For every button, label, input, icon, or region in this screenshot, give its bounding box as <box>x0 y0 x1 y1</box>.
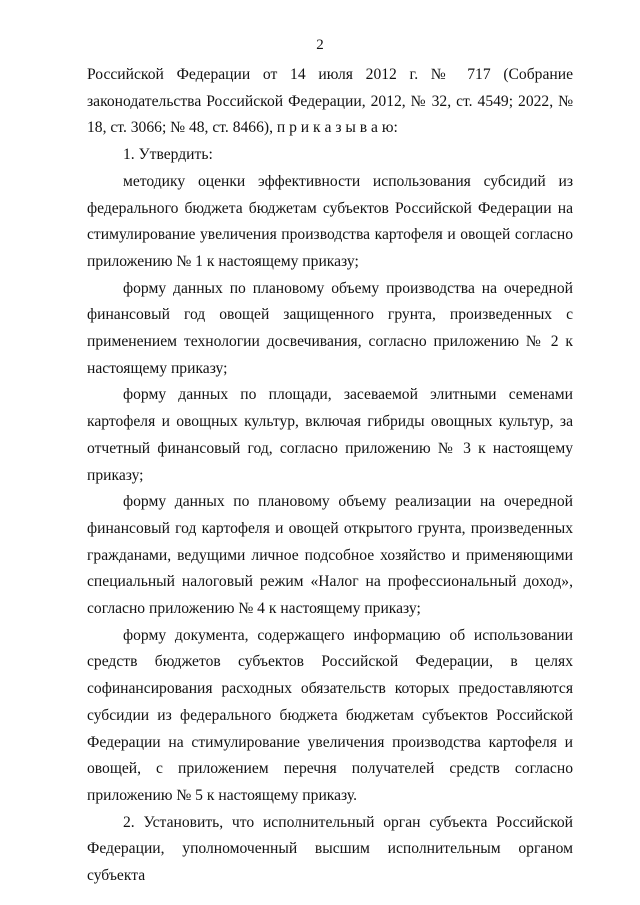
paragraph-form-appendix-4: форму данных по плановому объему реализации на очередной финансовый год картофеля и овощей открытого грунта, произведенных гражданами, ведущими личное подсобное хозяйство и применяющими специальный налоговый режим «Налог на профессиональный доход», согласно приложению № 4 к настоящему приказу; <box>87 493 573 618</box>
paragraph-item-1-heading: 1. Утвердить: <box>123 146 213 164</box>
paragraph-form-appendix-2: форму данных по плановому объему производства на очередной финансовый год овощей защищенного грунта, произведенных с применением технологии досвечивания, согласно приложению № 2 к настоящему приказу; <box>87 279 573 377</box>
paragraph-form-appendix-5: форму документа, содержащего информацию об использовании средств бюджетов субъектов Российской Федерации, в целях софинансирования расходных обязательств которых предоставляются субсидии из федерального бюджета бюджетам субъектов Российской Федерации на стимулирование увеличения производства картофеля и овощей, с приложением перечня получателей средств согласно приложению № 5 к настоящему приказу. <box>87 626 573 804</box>
document-body <box>87 62 573 890</box>
paragraph-legal-reference: Российской Федерации от 14 июля 2012 г. № 717 (Собрание законодательства Российской Федерации, 2012, № 32, ст. 4549; 2022, № 18, ст. 3066; № 48, ст. 8466), п р и к а з ы в а ю: <box>87 66 573 137</box>
paragraph-item-2: 2. Установить, что исполнительный орган субъекта Российской Федерации, уполномоченный высшим исполнительным органом субъекта <box>87 813 573 885</box>
paragraph-methodology: методику оценки эффективности использования субсидий из федерального бюджета бюджетам субъектов Российской Федерации на стимулирование увеличения производства картофеля и овощей согласно приложению № 1 к настоящему приказу; <box>87 172 573 270</box>
paragraph-form-appendix-3: форму данных по площади, засеваемой элитными семенами картофеля и овощных культур, включая гибриды овощных культур, за отчетный финансовый год, согласно приложению № 3 к настоящему приказу; <box>87 386 573 484</box>
page-number: 2 <box>316 37 324 53</box>
